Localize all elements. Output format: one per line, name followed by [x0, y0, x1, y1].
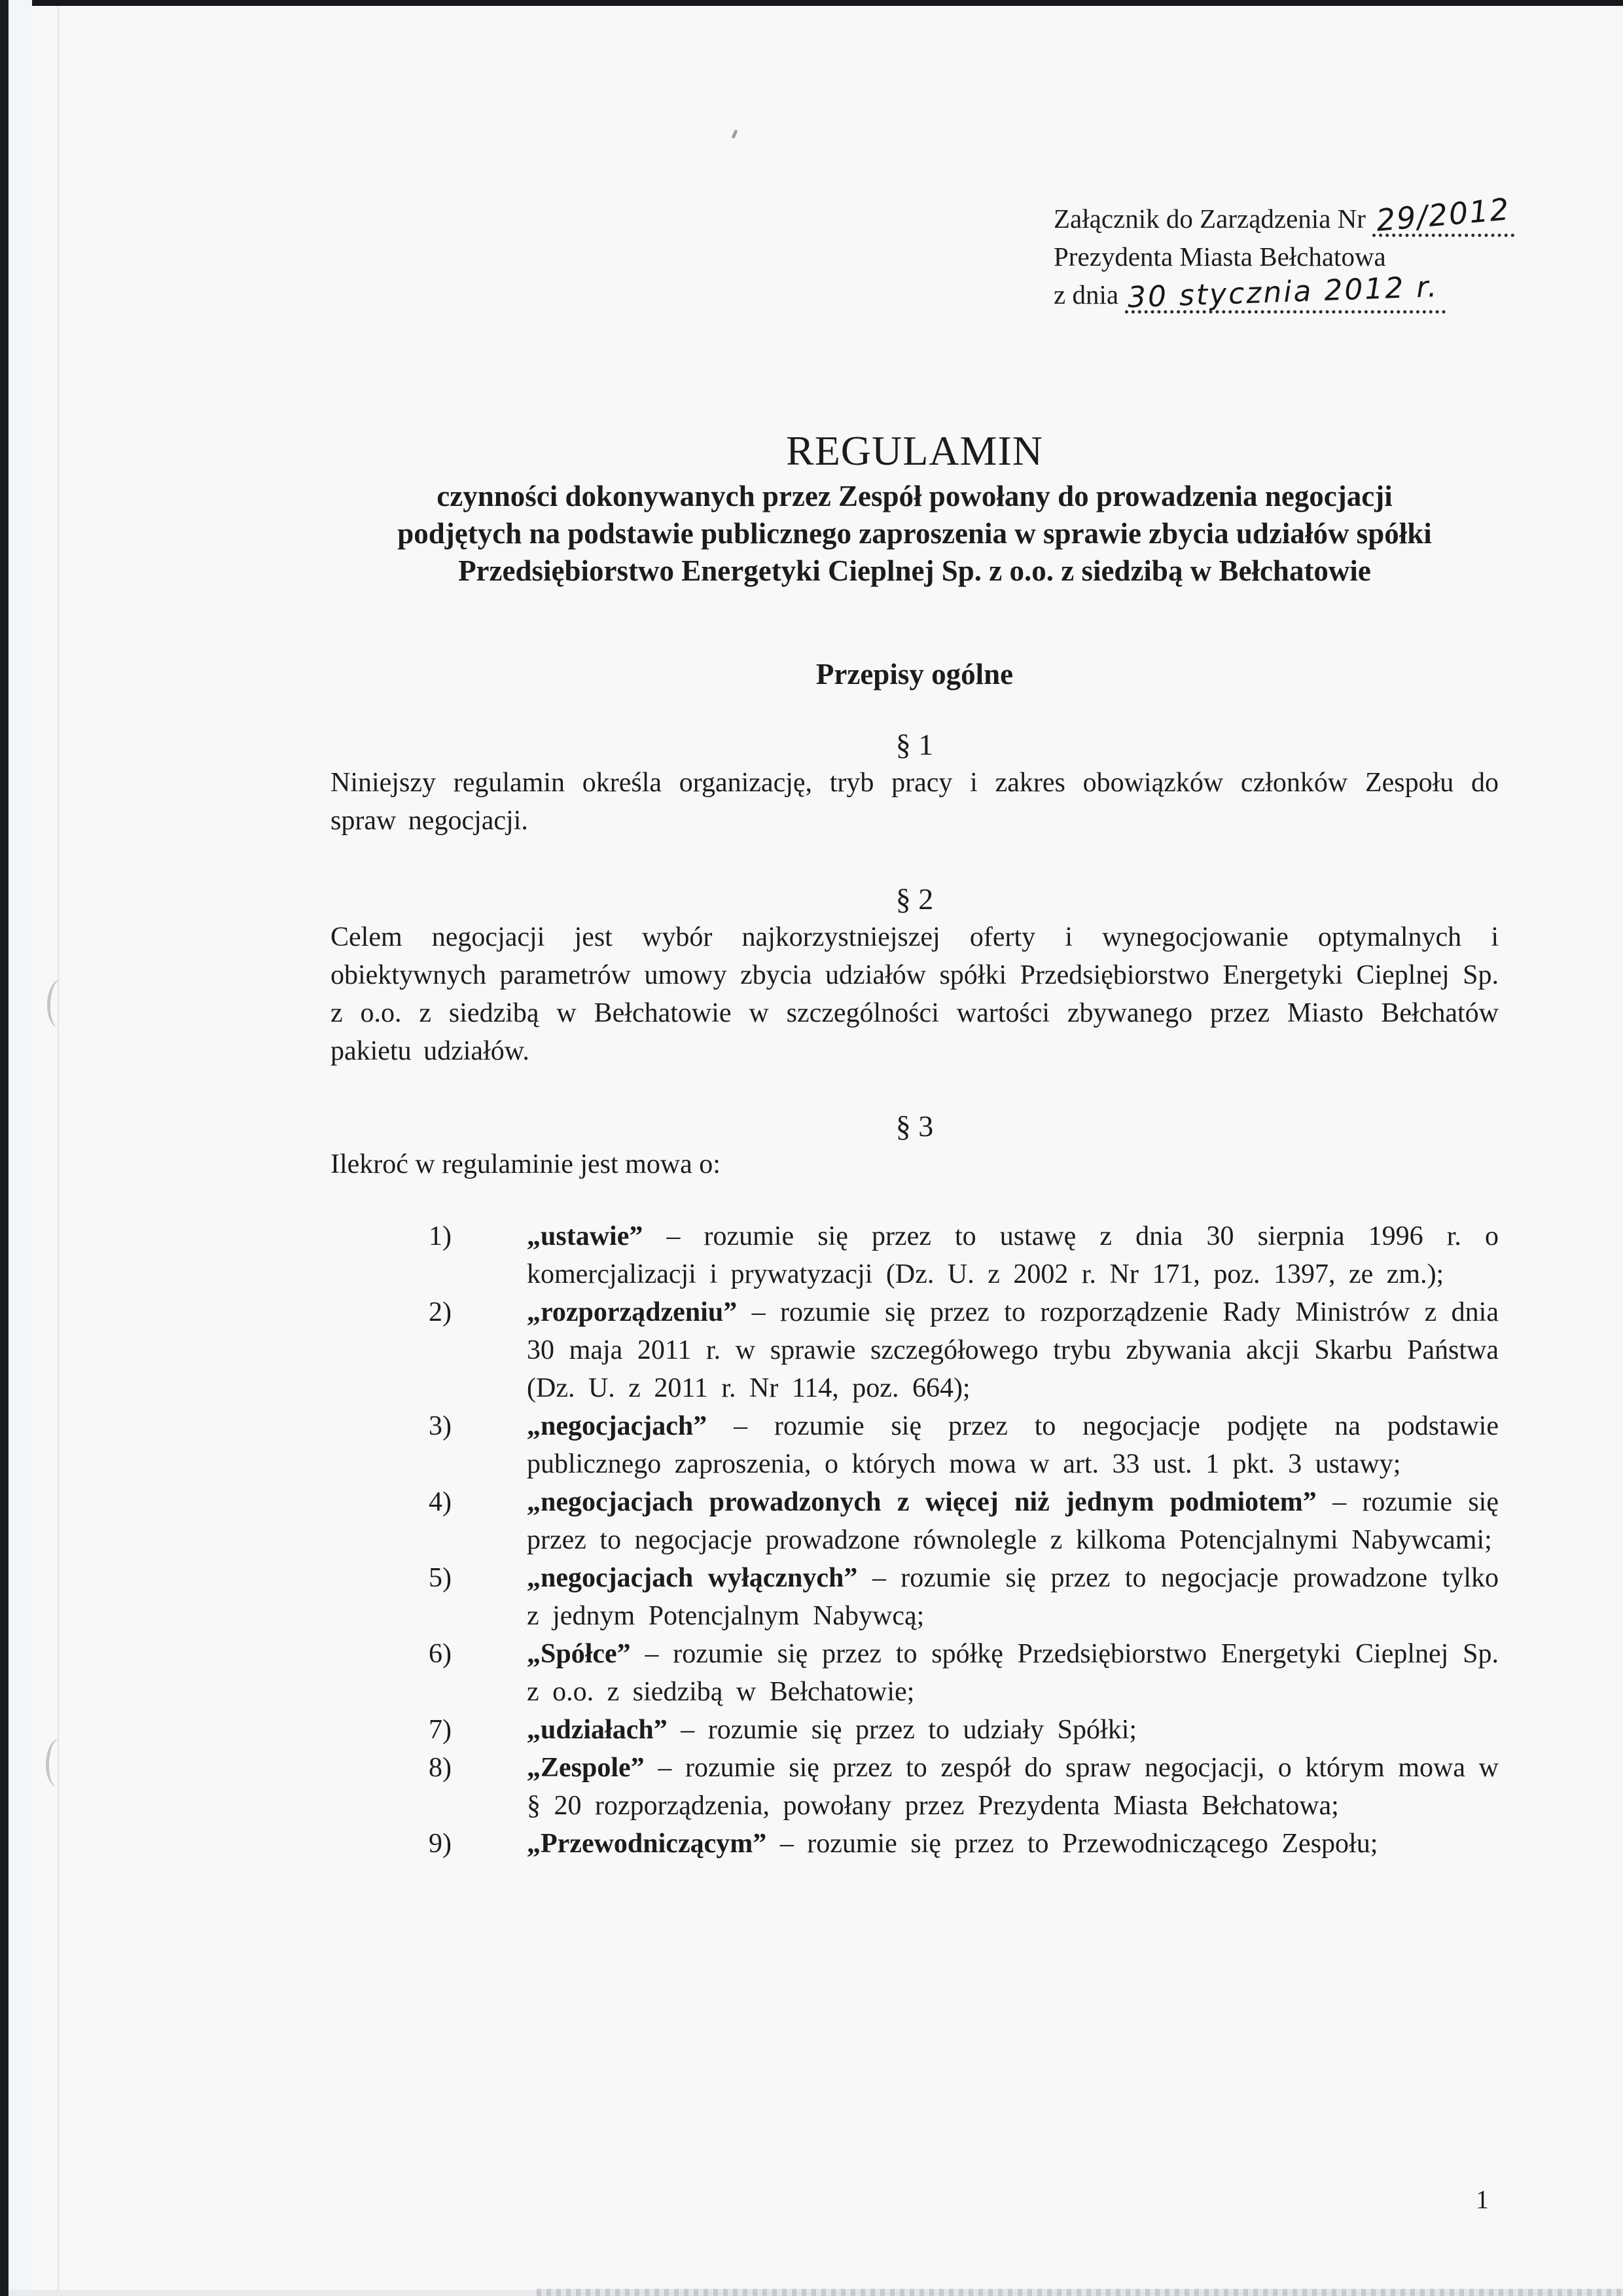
subtitle-line-1: czynności dokonywanych przez Zespół powołany do prowadzenia negocjacji — [437, 480, 1393, 512]
item-text — [527, 1407, 1499, 1483]
defined-term: „negocjacjach” — [527, 1411, 707, 1441]
paragraph-2-text: Celem negocjacji jest wybór najkorzystniejszej oferty i wynegocjowanie optymalnych i obiektywnych parametrów umowy zbycia udziałów spółki Przedsiębiorstwo Energetyki Cieplnej Sp. z o.o. z siedzibą w Bełchatowie w szczególności wartości zbywanego przez Miasto Bełchatów pakietu udziałów. — [330, 922, 1499, 1066]
definition-item-1 — [429, 1217, 1499, 1293]
definition-rest: – rozumie się przez to rozporządzenie Rady Ministrów z dnia 30 maja 2011 r. w sprawie szczegółowego trybu zbywania akcji Skarbu Państwa (Dz. U. z 2011 r. Nr 114, poz. 664); — [527, 1297, 1499, 1403]
item-number: 9) — [429, 1829, 452, 1859]
item-number: 6) — [429, 1639, 452, 1669]
date-line — [1054, 270, 1499, 315]
definition-item-8 — [429, 1749, 1499, 1825]
document-title: REGULAMIN — [786, 427, 1043, 474]
item-number: 1) — [429, 1221, 452, 1251]
annex-title-text: Załącznik do Zarządzenia Nr — [1054, 204, 1366, 234]
definition-rest: – rozumie się przez to negocjacje prowadzone tylko z jednym Potencjalnym Nabywcą; — [527, 1563, 1499, 1631]
defined-term: „ustawie” — [527, 1221, 643, 1251]
document-subtitle — [330, 478, 1499, 590]
ordinance-number-field — [1372, 191, 1514, 238]
definition-rest: – rozumie się przez to negocjacje podjęte na podstawie publicznego zaproszenia, o których mowa w art. 33 ust. 1 pkt. 3 ustawy; — [527, 1411, 1499, 1479]
subtitle-line-2: podjętych na podstawie publicznego zaproszenia w sprawie zbycia udziałów spółki — [397, 517, 1432, 550]
general-provisions-heading: Przepisy ogólne — [815, 658, 1014, 691]
item-number: 3) — [429, 1411, 452, 1441]
paragraph-3-heading: § 3 — [895, 1109, 934, 1143]
definition-item-3 — [429, 1407, 1499, 1483]
item-text — [527, 1825, 1499, 1863]
definition-item-4 — [429, 1483, 1499, 1559]
defined-term: „negocjacjach prowadzonych z więcej niż jednym podmiotem” — [527, 1487, 1317, 1517]
defined-term: „Zespole” — [527, 1753, 645, 1783]
issuer-line: Prezydenta Miasta Bełchatowa — [1054, 242, 1386, 272]
item-number: 8) — [429, 1753, 452, 1783]
handwritten-ordinance-number: 29/2012 — [1374, 191, 1512, 238]
subtitle-line-3: Przedsiębiorstwo Energetyki Cieplnej Sp. z o.o. z siedzibą w Bełchatowie — [458, 554, 1371, 587]
annex-title-line — [1054, 191, 1512, 238]
definition-item-5 — [429, 1559, 1499, 1635]
definition-item-2 — [429, 1293, 1499, 1407]
definitions-list — [429, 1217, 1499, 1863]
item-text — [527, 1711, 1499, 1749]
item-text — [527, 1635, 1499, 1711]
definition-item-6 — [429, 1635, 1499, 1711]
item-number: 7) — [429, 1715, 452, 1745]
defined-term: „Spółce” — [527, 1639, 631, 1669]
defined-term: „rozporządzeniu” — [527, 1297, 738, 1327]
definition-rest: – rozumie się przez to ustawę z dnia 30 sierpnia 1996 r. o komercjalizacji i prywatyzacji (Dz. U. z 2002 r. Nr 171, poz. 1397, ze zm.); — [527, 1221, 1499, 1289]
definition-rest: – rozumie się przez to Przewodniczącego Zespołu; — [766, 1829, 1378, 1859]
defined-term: „Przewodniczącym” — [527, 1829, 767, 1859]
definition-rest: – rozumie się przez to negocjacje prowadzone równolegle z kilkoma Potencjalnymi Nabywcami; — [527, 1487, 1499, 1555]
defined-term: „negocjacjach wyłącznych” — [527, 1563, 858, 1593]
item-number: 2) — [429, 1297, 452, 1327]
definition-item-7 — [429, 1711, 1499, 1749]
item-text — [527, 1293, 1499, 1407]
item-number: 5) — [429, 1563, 452, 1593]
paragraph-1-heading: § 1 — [895, 728, 934, 761]
defined-term: „udziałach” — [527, 1715, 668, 1745]
item-number: 4) — [429, 1487, 452, 1517]
annex-header — [1054, 191, 1512, 315]
date-field — [1125, 270, 1446, 315]
handwritten-date: 30 stycznia 2012 r. — [1127, 270, 1440, 315]
paragraph-1-text: Niniejszy regulamin określa organizację, tryb pracy i zakres obowiązków członków Zespołu do spraw negocjacji. — [330, 768, 1499, 836]
item-text — [527, 1217, 1499, 1293]
definition-rest: – rozumie się przez to spółkę Przedsiębiorstwo Energetyki Cieplnej Sp. z o.o. z siedzibą w Bełchatowie; — [527, 1639, 1499, 1707]
paragraph-2-heading: § 2 — [895, 882, 934, 916]
definition-rest: – rozumie się przez to zespół do spraw negocjacji, o którym mowa w § 20 rozporządzenia, powołany przez Prezydenta Miasta Bełchatowa; — [527, 1753, 1499, 1821]
date-label: z dnia — [1054, 279, 1119, 310]
definition-rest: – rozumie się przez to udziały Spółki; — [667, 1715, 1137, 1745]
paragraph-3-intro: Ilekroć w regulaminie jest mowa o: — [330, 1149, 721, 1179]
item-text — [527, 1749, 1499, 1825]
item-text — [527, 1559, 1499, 1635]
item-text — [527, 1483, 1499, 1559]
definition-item-9 — [429, 1825, 1499, 1863]
page-number: 1 — [1476, 2185, 1489, 2214]
